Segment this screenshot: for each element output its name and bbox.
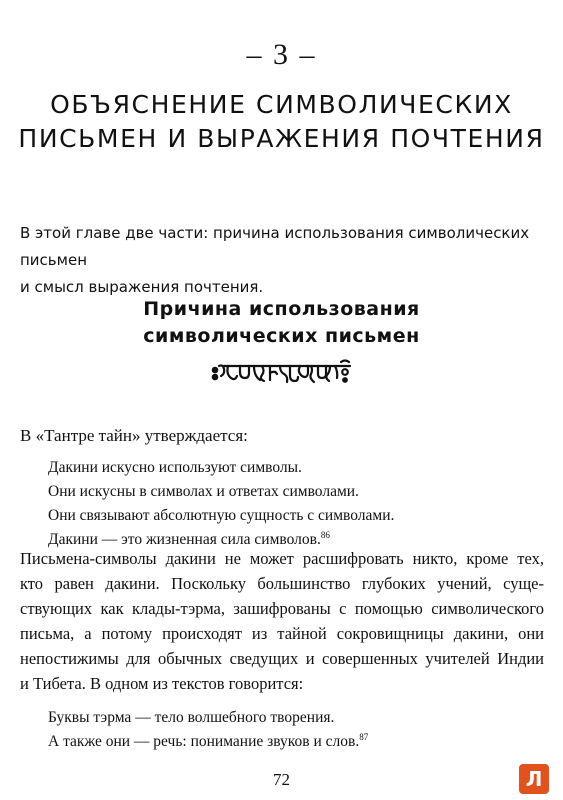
footnote-87[interactable]: 87: [359, 731, 369, 742]
logo-letter: Л: [525, 767, 543, 791]
chapter-title-line-2: ПИСЬМЕН И ВЫРАЖЕНИЯ ПОЧТЕНИЯ: [18, 124, 545, 153]
tibetan-script-icon: [210, 358, 355, 388]
body-line-6: и Тибета. В одном из текстов говорится:: [20, 674, 304, 693]
verse-1-line-4: Дакини — это жизненная сила символов.: [48, 531, 321, 548]
body-line-3: ствующих как клады-тэрма, зашифрованы с помощью символического: [20, 599, 544, 618]
body-paragraph: [20, 546, 544, 696]
verse-1-line-2: Они искусны в символах и ответах символами.: [48, 483, 359, 500]
section-heading-line-2: символических письмен: [143, 325, 420, 347]
intro-paragraph: [20, 220, 544, 301]
section-heading: [0, 296, 563, 350]
verse-2-line-2-wrap: [48, 730, 548, 754]
verse-quote-2: [48, 706, 548, 754]
body-line-1: Письмена-символы дакини не может расшифровать никто, кроме тех,: [20, 549, 544, 568]
page-number: 72: [273, 770, 290, 789]
verse-1-line-1: Дакини искусно используют символы.: [48, 459, 302, 476]
body-line-2: кто равен дакини. Поскольку большинство глубоких учений, суще-: [20, 574, 544, 593]
body-line-5: непостижимы для обычных сведущих и совершенных учителей Индии: [20, 649, 544, 668]
intro-line-2: и смысл выражения почтения.: [20, 278, 264, 296]
publisher-logo-icon: [519, 764, 549, 794]
verse-quote-1: [48, 456, 548, 552]
section-heading-line-1: Причина использования: [143, 298, 420, 320]
verse-2-line-2: А также они — речь: понимание звуков и слов.: [48, 733, 360, 750]
chapter-title: [0, 88, 563, 156]
verse-2-line-1: Буквы тэрма — тело волшебного творения.: [48, 709, 335, 726]
chapter-title-line-1: ОБЪЯСНЕНИЕ СИМВОЛИЧЕСКИХ: [50, 90, 513, 119]
intro-line-1: В этой главе две части: причина использования символических письмен: [20, 224, 530, 269]
verse-1-line-3: Они связывают абсолютную сущность с символами.: [48, 507, 395, 524]
tantra-intro: В «Тантре тайн» утверждается:: [20, 426, 248, 445]
chapter-number: – 3 –: [246, 38, 317, 71]
body-line-4: письма, а потому происходят из тайной сокровищницы дакини, они: [20, 624, 544, 643]
footnote-86[interactable]: 86: [320, 529, 330, 540]
